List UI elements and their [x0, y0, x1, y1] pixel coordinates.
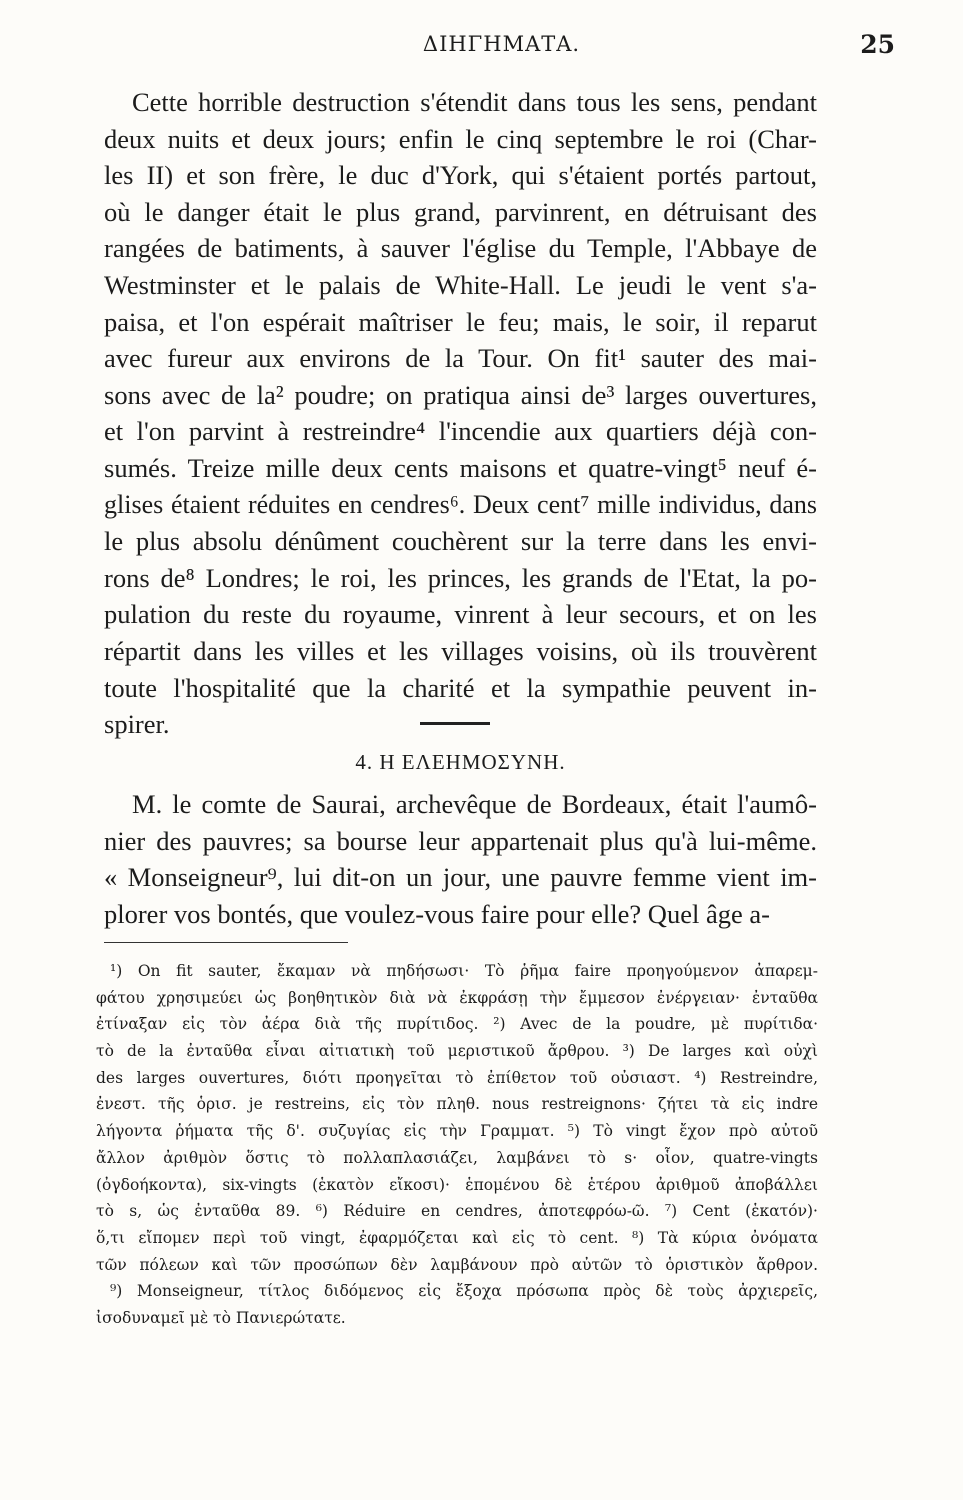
- text-line: où le danger était le plus grand, parvinrent, en détruisant des: [104, 196, 817, 227]
- footnote-line: des larges ouvertures, διότι προηγεῖται τὸ ἐπίθετον τοῦ οὐσιαστ. ⁴) Restreindre,: [96, 1068, 818, 1087]
- text-line: nier des pauvres; sa bourse leur appartenait plus qu'à lui-même.: [104, 825, 817, 856]
- text-line: rons de⁸ Londres; le roi, les princes, les grands de l'Etat, la po-: [104, 562, 817, 593]
- running-title: ΔΙΗΓΗΜΑΤΑ.: [422, 32, 581, 56]
- section-divider: [420, 722, 490, 725]
- text-line: sumés. Treize mille deux cents maisons et quatre-vingt⁵ neuf é-: [104, 452, 817, 483]
- text-line: Westminster et le palais de White-Hall. Le jeudi le vent s'a-: [104, 269, 817, 300]
- footnote-line: ⁹) Monseigneur, τίτλος διδόμενος εἰς ἔξοχα πρόσωπα πρὸς δὲ τοὺς ἀρχιερεῖς,: [110, 1282, 818, 1301]
- footnote-line: ¹) On fit sauter, ἔκαμαν νὰ πηδήσωσι· Τὸ ῥῆμα faire προηγούμενον ἀπαρεμ-: [110, 962, 818, 980]
- text-line: répartit dans les villes et les villages voisins, où ils trouvèrent: [104, 635, 817, 666]
- text-line: et l'on parvint à restreindre⁴ l'incendie aux quartiers déjà con-: [104, 416, 817, 447]
- footnotes: [96, 958, 818, 1332]
- text-line: glises étaient réduites en cendres⁶. Deux cent⁷ mille individus, dans: [104, 489, 817, 519]
- text-line: rangées de batiments, à sauver l'église du Temple, l'Abbaye de: [104, 233, 817, 264]
- footnote-line: τὸ de la ἐνταῦθα εἶναι αἰτιατικὴ τοῦ μεριστικοῦ ἄρθρου. ³) De larges καὶ οὐχὶ: [96, 1042, 818, 1061]
- running-head: [100, 26, 903, 66]
- text-line: deux nuits et deux jours; enfin le cinq septembre le roi (Char-: [104, 123, 817, 154]
- section-paragraph: [104, 786, 817, 932]
- footnote-line: ἐτίναξαν εἰς τὸν ἀέρα διὰ τῆς πυρίτιδος. ²) Avec de la poudre, μὲ πυρίτιδα·: [96, 1015, 818, 1034]
- footnote-divider: [104, 942, 348, 943]
- page-number: 25: [860, 30, 895, 59]
- text-line: sons avec de la² poudre; on pratiqua ainsi de³ larges ouvertures,: [104, 379, 817, 410]
- footnote-line: ἄλλον ἀριθμὸν ὅστις τὸ πολλαπλασιάζει, λαμβάνει τὸ s· οἷον, quatre-vingts: [96, 1148, 818, 1167]
- text-line: toute l'hospitalité que la charité et la sympathie peuvent in-: [104, 672, 817, 703]
- text-line: Cette horrible destruction s'étendit dans tous les sens, pendant: [132, 87, 817, 117]
- footnote-line: λήγοντα ῥήματα τῆς δ'. συζυγίας εἰς τὴν Γραμματ. ⁵) Τὸ vingt ἔχον πρὸ αὐτοῦ: [96, 1122, 818, 1141]
- text-line: avec fureur aux environs de la Tour. On fit¹ sauter des mai-: [104, 343, 817, 374]
- footnote-line: (ὀγδοήκοντα), six-vingts (ἑκατὸν εἴκοσι)· ἑπομένου δὲ ἑτέρου ἀριθμοῦ ἀποβάλλει: [96, 1175, 818, 1194]
- text-line: M. le comte de Saurai, archevêque de Bordeaux, était l'aumô-: [132, 789, 817, 819]
- footnote-line: τὸ s, ὡς ἐνταῦθα 89. ⁶) Réduire en cendres, ἀποτεφρόω-ῶ. ⁷) Cent (ἑκατόν)·: [96, 1202, 818, 1221]
- footnote-line: τῶν πόλεων καὶ τῶν προσώπων δὲν λαμβάνουν πρὸ αὐτῶν τὸ ὁριστικὸν ἄρθρον.: [96, 1255, 818, 1274]
- text-line: spirer.: [104, 709, 170, 740]
- footnote-line: φάτου χρησιμεύει ὡς βοηθητικὸν διὰ νὰ ἐκφράσῃ τὴν ἔμμεσον ἐνέργειαν· ἐνταῦθα: [96, 988, 818, 1007]
- footnote-line: ἰσοδυναμεῖ μὲ τὸ Πανιερώτατε.: [96, 1308, 346, 1327]
- text-line: plorer vos bontés, que voulez-vous faire pour elle? Quel âge a-: [104, 898, 770, 929]
- text-line: pulation du reste du royaume, vinrent à leur secours, et on les: [104, 599, 817, 630]
- footnote-line: ἐνεστ. τῆς ὁρισ. je restreins, εἰς τὸν πληθ. nous restreignons· ζήτει τὰ εἰς indre: [96, 1095, 818, 1114]
- text-line: « Monseigneur⁹, lui dit-on un jour, une pauvre femme vient im-: [104, 862, 817, 893]
- main-paragraph: [104, 84, 817, 743]
- text-line: le plus absolu dénûment couchèrent sur la terre dans les envi-: [104, 526, 817, 557]
- footnote-line: ὅ,τι εἴπομεν περὶ τοῦ vingt, ἐφαρμόζεται καὶ εἰς τὸ cent. ⁸) Τὰ κύρια ὀνόματα: [96, 1228, 818, 1247]
- text-line: paisa, et l'on espérait maîtriser le feu; mais, le soir, il reparut: [104, 306, 817, 337]
- section-title: 4. Η ΕΛΕΗΜΟΣΥΝΗ.: [355, 750, 566, 774]
- text-line: les II) et son frère, le duc d'York, qui s'étaient portés partout,: [104, 160, 817, 191]
